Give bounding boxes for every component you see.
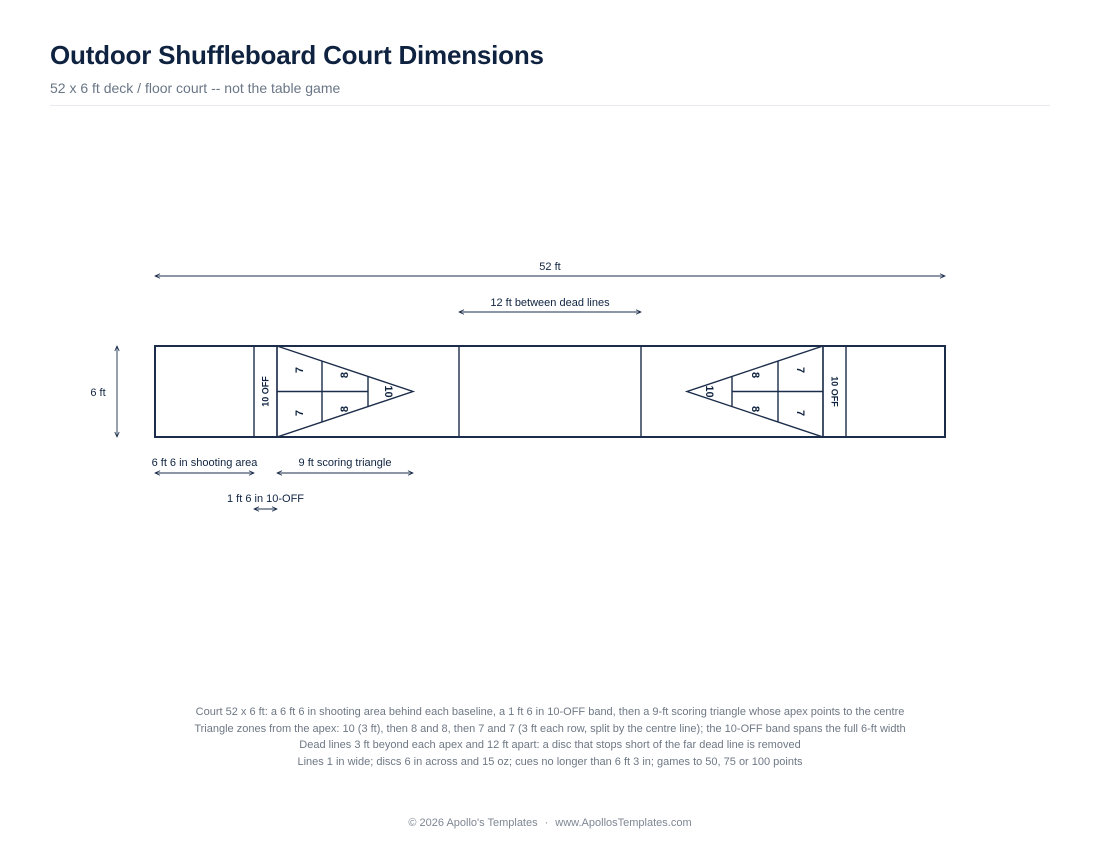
ten-off-band-label: 1 ft 6 in 10-OFF	[226, 493, 305, 505]
zone-7-label-right-bottom: 7	[794, 409, 806, 417]
ten-off-label-left: 10 OFF	[260, 376, 271, 407]
page-title: Outdoor Shuffleboard Court Dimensions	[50, 40, 544, 70]
scoring-triangle-label: 9 ft scoring triangle	[298, 457, 392, 469]
copyright-text: © 2026 Apollo's Templates	[408, 817, 538, 829]
zone-7-label-left-bottom: 7	[294, 409, 306, 417]
shooting-area-label: 6 ft 6 in shooting area	[151, 457, 258, 469]
note-line: Dead lines 3 ft beyond each apex and 12 ft apart: a disc that stops short of the far dead line is removed	[299, 739, 801, 752]
width-dimension-label: 6 ft	[90, 387, 106, 399]
zone-7-label-right-top: 7	[794, 366, 806, 374]
zone-8-label-right-top: 8	[749, 371, 761, 379]
zone-7-label-left-top: 7	[294, 366, 306, 374]
page-subtitle: 52 x 6 ft deck / floor court -- not the table game	[50, 80, 341, 96]
website-link[interactable]: www.ApollosTemplates.com	[555, 817, 692, 829]
zone-8-label-left-top: 8	[339, 371, 351, 379]
court-outline	[155, 346, 945, 437]
page-footer	[0, 817, 1100, 829]
court-notes	[0, 704, 1100, 770]
length-dimension-label: 52 ft	[539, 261, 561, 273]
zone-8-label-right-bottom: 8	[749, 405, 761, 413]
zone-8-label-left-bottom: 8	[339, 405, 351, 413]
dead-line-gap-label: 12 ft between dead lines	[490, 297, 610, 309]
note-line: Court 52 x 6 ft: a 6 ft 6 in shooting area behind each baseline, a 1 ft 6 in 10-OFF band, then a 9-ft scoring triangle whose apex points to the centre	[195, 706, 905, 718]
note-line: Triangle zones from the apex: 10 (3 ft), then 8 and 8, then 7 and 7 (3 ft each row, split by the centre line); the 10-OFF band spans the full 6-ft width	[194, 722, 906, 735]
footer-separator: ·	[544, 817, 549, 829]
zone-10-label-left: 10	[382, 385, 394, 398]
note-line: Lines 1 in wide; discs 6 in across and 15 oz; cues no longer than 6 ft 3 in; games to 50, 75 or 100 points	[297, 755, 803, 768]
ten-off-label-right: 10 OFF	[829, 376, 840, 407]
zone-10-label-right: 10	[703, 385, 715, 398]
